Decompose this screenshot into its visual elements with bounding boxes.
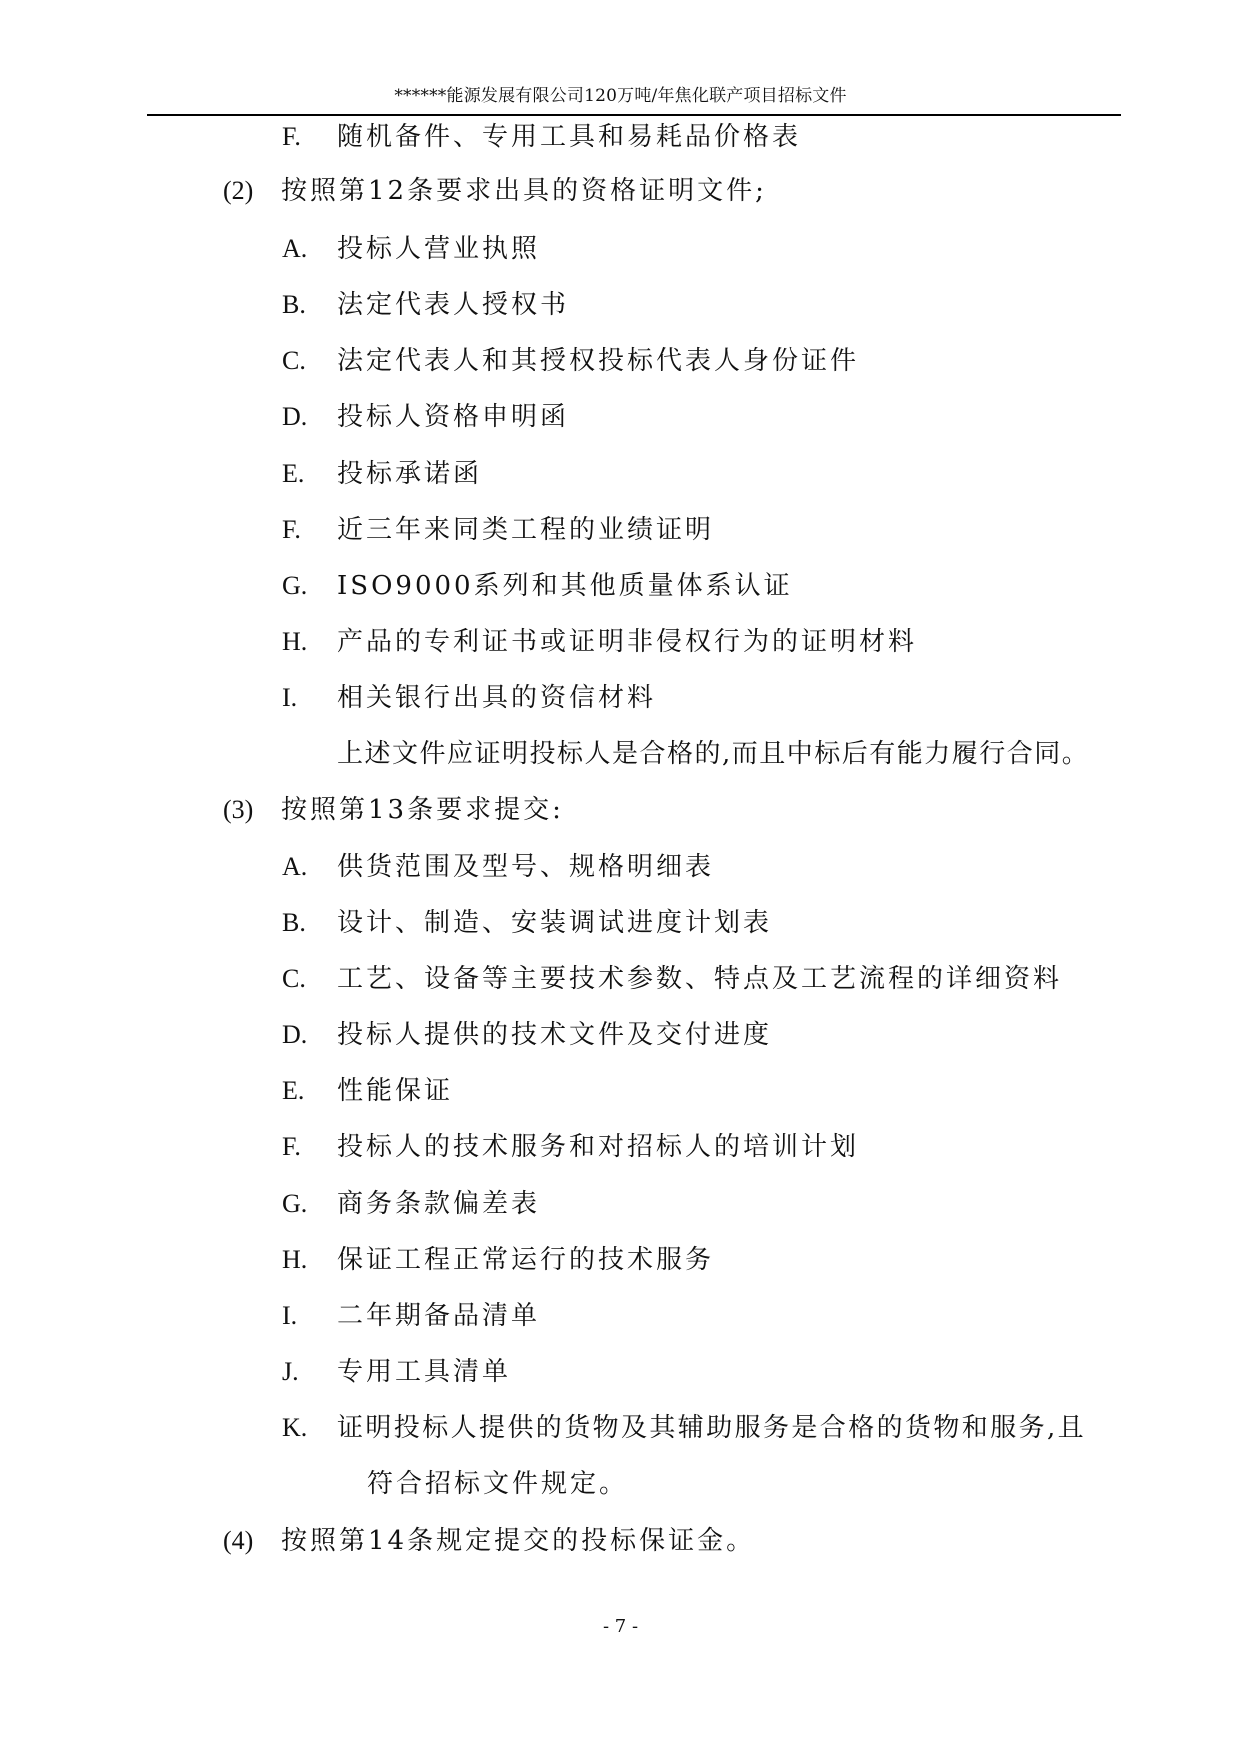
section-marker: (2) (223, 176, 254, 205)
item-text: 随机备件、专用工具和易耗品价格表 (337, 122, 802, 152)
item-marker: E. (282, 459, 305, 488)
item-marker: H. (282, 627, 308, 656)
item-text: 投标承诺函 (337, 459, 483, 489)
item-text: 法定代表人和其授权投标代表人身份证件 (337, 346, 860, 376)
item-text: 产品的专利证书或证明非侵权行为的证明材料 (337, 627, 918, 657)
item-text: 法定代表人授权书 (337, 290, 570, 320)
header-rule (147, 114, 1121, 116)
item-marker: D. (282, 402, 308, 431)
item-marker: A. (282, 234, 308, 263)
item-marker: J. (282, 1357, 299, 1386)
qualification-statement: 上述文件应证明投标人是合格的,而且中标后有能力履行合同。 (337, 739, 1090, 769)
item-text: 投标人资格申明函 (337, 402, 570, 432)
item-text: 设计、制造、安装调试进度计划表 (337, 908, 773, 938)
item-text: ISO9000系列和其他质量体系认证 (337, 571, 793, 601)
item-text: 二年期备品清单 (337, 1301, 541, 1331)
item-text: 保证工程正常运行的技术服务 (337, 1245, 715, 1275)
item-marker: I. (282, 1301, 298, 1330)
item-text: 商务条款偏差表 (337, 1189, 541, 1219)
item-marker: C. (282, 346, 306, 375)
item-marker: A. (282, 852, 308, 881)
item-text: 工艺、设备等主要技术参数、特点及工艺流程的详细资料 (337, 964, 1063, 994)
section-heading: 按照第12条要求出具的资格证明文件; (281, 176, 767, 206)
item-marker: K. (282, 1413, 308, 1442)
section-heading: 按照第14条规定提交的投标保证金。 (281, 1526, 756, 1556)
item-text: 投标人提供的技术文件及交付进度 (337, 1020, 773, 1050)
item-marker: F. (282, 1132, 301, 1161)
item-marker: D. (282, 1020, 308, 1049)
item-text-continuation: 符合招标文件规定。 (367, 1469, 629, 1499)
item-text: 相关银行出具的资信材料 (337, 683, 657, 713)
item-text: 近三年来同类工程的业绩证明 (337, 515, 715, 545)
section-marker: (4) (223, 1526, 254, 1555)
item-text: 投标人的技术服务和对招标人的培训计划 (337, 1132, 860, 1162)
page-number: - 7 - (602, 1616, 639, 1637)
page-header: ******能源发展有限公司120万吨/年焦化联产项目招标文件 (394, 86, 847, 106)
item-marker: E. (282, 1076, 305, 1105)
item-marker: F. (282, 515, 301, 544)
item-text: 证明投标人提供的货物及其辅助服务是合格的货物和服务,且 (337, 1413, 1087, 1443)
item-marker: I. (282, 683, 298, 712)
item-marker: C. (282, 964, 306, 993)
item-marker: B. (282, 290, 306, 319)
section-marker: (3) (223, 795, 254, 824)
item-marker: F. (282, 122, 301, 151)
item-marker: H. (282, 1245, 308, 1274)
item-marker: G. (282, 1189, 308, 1218)
item-text: 供货范围及型号、规格明细表 (337, 852, 715, 882)
section-heading: 按照第13条要求提交: (281, 795, 564, 825)
item-text: 性能保证 (337, 1076, 454, 1106)
item-marker: G. (282, 571, 308, 600)
item-text: 专用工具清单 (337, 1357, 512, 1387)
item-text: 投标人营业执照 (337, 234, 541, 264)
item-marker: B. (282, 908, 306, 937)
